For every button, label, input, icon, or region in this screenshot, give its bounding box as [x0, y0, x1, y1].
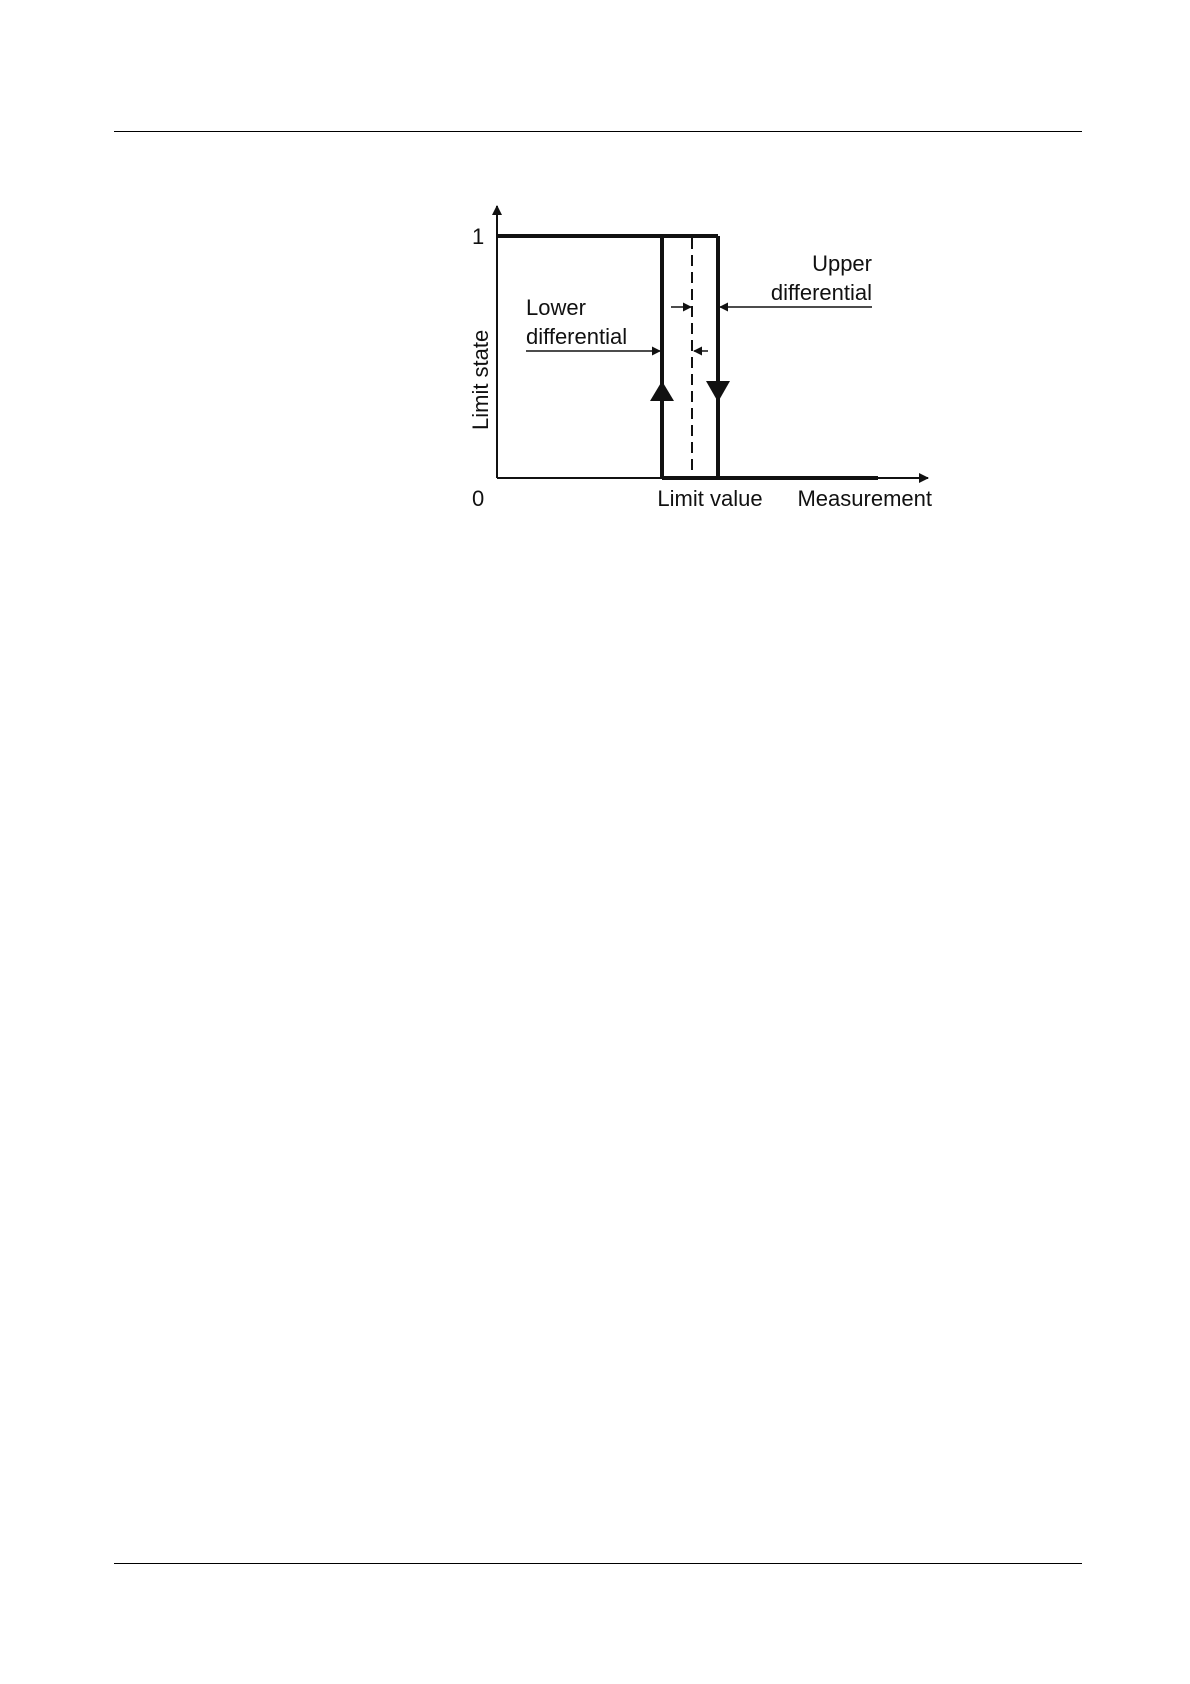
upper-label-line1: Upper — [812, 251, 872, 276]
x-tick-limit-value: Limit value — [657, 486, 763, 511]
y-tick-bottom: 0 — [472, 486, 485, 511]
upper-label-line2: differential — [770, 280, 872, 305]
footer-rule — [114, 1563, 1082, 1564]
down-arrow-icon — [706, 381, 730, 402]
lower-label-line1: Lower — [526, 295, 586, 320]
lower-label-line2: differential — [526, 324, 628, 349]
y-axis-label: Limit state — [468, 329, 493, 430]
y-tick-top: 1 — [472, 224, 485, 249]
up-arrow-icon — [650, 381, 674, 401]
x-axis-label: Measurement — [797, 486, 932, 511]
